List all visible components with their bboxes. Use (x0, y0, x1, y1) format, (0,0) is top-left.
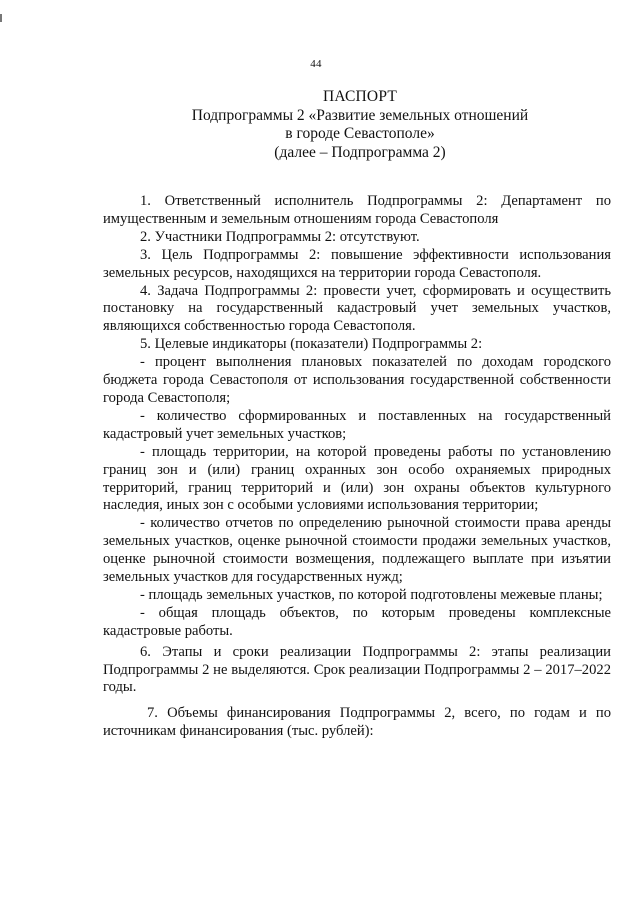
paragraph-responsible-executor: 1. Ответственный исполнитель Подпрограммы 2: Департамент по имущественным и земельным отношениям города Севастополя (103, 193, 611, 227)
paragraph-participants: 2. Участники Подпрограммы 2: отсутствуют. (140, 228, 420, 245)
page-number: 44 (310, 58, 322, 70)
indicator-item: - количество отчетов по определению рыночной стоимости права аренды земельных участков, оценке рыночной стоимости продажи земельных участков, оценке рыночной стоимости возмещения, подлежащего выплате при изъятии земельных участков для государственных нужд; (103, 515, 611, 586)
indicator-item: - количество сформированных и поставленных на государственный кадастровый учет земельных участков; (103, 407, 611, 442)
paragraph-financing: 7. Объемы финансирования Подпрограммы 2, всего, по годам и по источникам финансирования (тыс. рублей): (103, 705, 611, 740)
indicator-item: - общая площадь объектов, по которым проведены комплексные кадастровые работы. (103, 604, 611, 639)
paragraph-task: 4. Задача Подпрограммы 2: провести учет, сформировать и осуществить постановку на государственный кадастровый учет земельных участков, являющихся собственностью города Севастополя. (103, 282, 611, 335)
paragraph-goal: 3. Цель Подпрограммы 2: повышение эффективности использования земельных ресурсов, находящихся на территории города Севастополя. (103, 246, 611, 281)
passport-title (160, 88, 560, 162)
indicator-item: - площадь земельных участков, по которой подготовлены межевые планы; (140, 586, 603, 603)
paragraph-indicators-heading: 5. Целевые индикаторы (показатели) Подпрограммы 2: (140, 336, 483, 353)
indicator-item: - процент выполнения плановых показателей по доходам городского бюджета города Севастополя от использования государственной собственности города Севастополя; (103, 354, 611, 406)
title-subprogram-name: Подпрограммы 2 «Развитие земельных отношений (191, 106, 529, 124)
scan-edge-mark (0, 14, 2, 22)
indicator-item: - площадь территории, на которой проведены работы по установлению границ зон и (или) границ охранных зон особо охраняемых природных территорий, границ территорий и (или) зон охраны объектов культурного наследия, иных зон с особыми условиями использования территории; (103, 443, 611, 514)
title-short-name: (далее – Подпрограмма 2) (274, 143, 446, 161)
title-city: в городе Севастополе» (285, 125, 435, 142)
paragraph-stages-terms: 6. Этапы и сроки реализации Подпрограммы 2: этапы реализации Подпрограммы 2 не выделяются. Срок реализации Подпрограммы 2 – 2017–2022 годы. (103, 643, 611, 696)
title-heading: ПАСПОРТ (322, 88, 398, 105)
passport-body (103, 193, 611, 741)
